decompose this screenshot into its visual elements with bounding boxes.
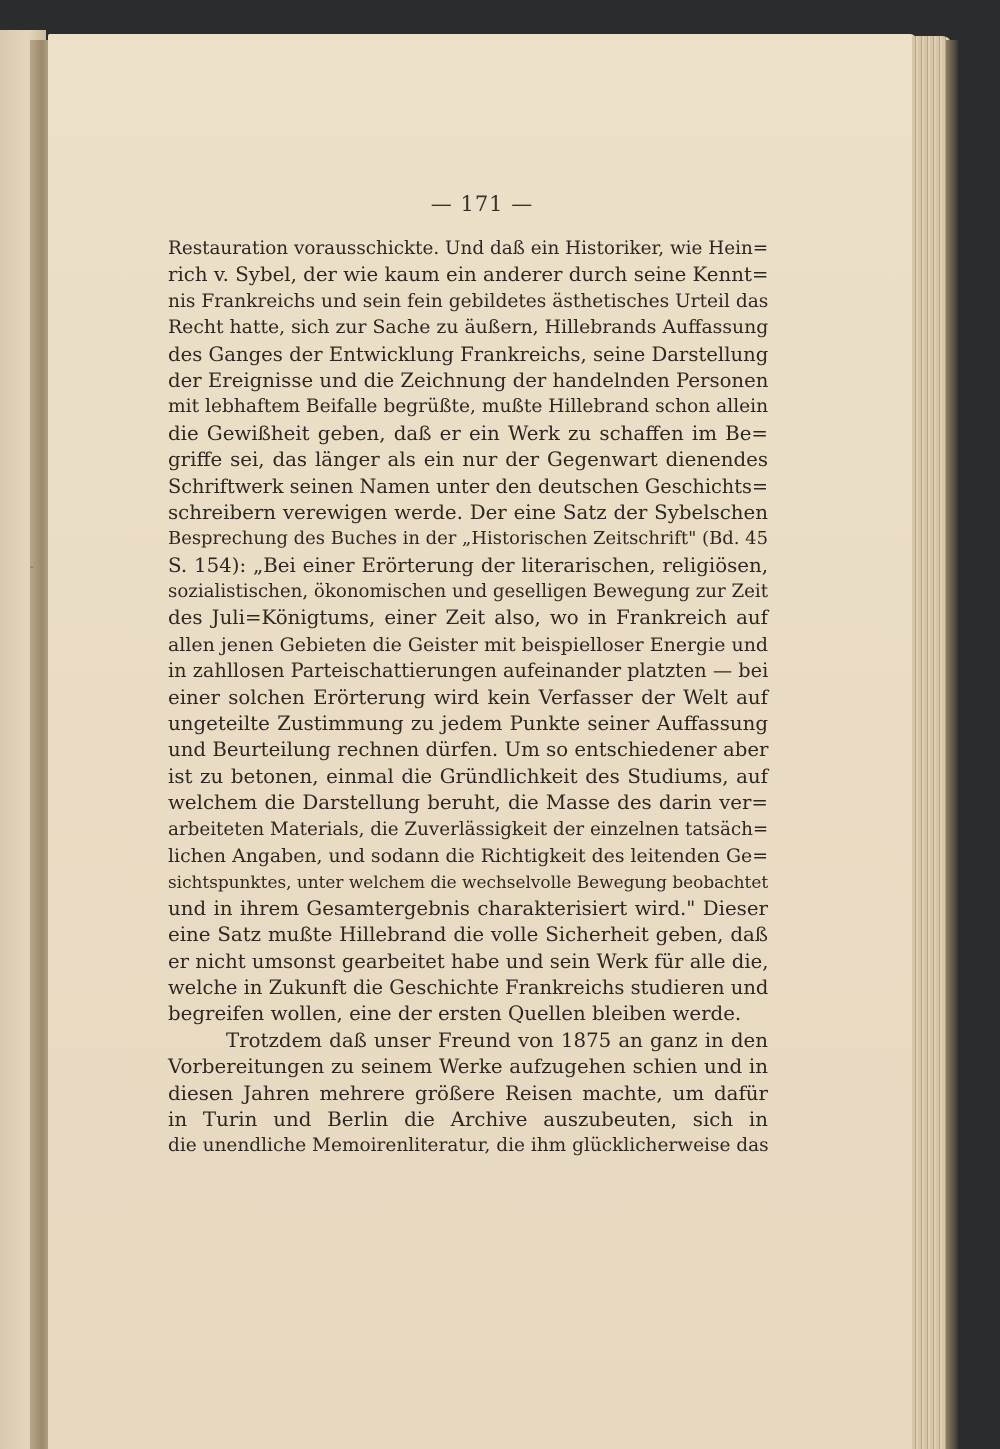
- text-line: Besprechung des Buches in der „Historischen Zeitschrift" (Bd. 45: [168, 528, 769, 550]
- text-line: nis Frankreichs und sein fein gebildetes ästhetisches Urteil das: [168, 290, 769, 312]
- text-line: begreifen wollen, eine der ersten Quellen bleiben werde.: [168, 1002, 742, 1026]
- text-line: des Ganges der Entwicklung Frankreichs, seine Darstellung: [168, 342, 769, 366]
- text-line: eine Satz mußte Hillebrand die volle Sicherheit geben, daß: [168, 923, 768, 947]
- text-line: Vorbereitungen zu seinem Werke aufzugehen schien und in: [168, 1055, 768, 1079]
- text-line: ist zu betonen, einmal die Gründlichkeit des Studiums, auf: [168, 764, 768, 788]
- text-line: und Beurteilung rechnen dürfen. Um so entschiedener aber: [168, 738, 769, 762]
- text-line: in zahllosen Parteischattierungen aufeinander platzten — bei: [168, 659, 769, 683]
- text-line: arbeiteten Materials, die Zuverlässigkeit der einzelnen tatsäch=: [168, 818, 769, 840]
- text-line: Trotzdem daß unser Freund von 1875 an ganz in den: [226, 1028, 768, 1052]
- text-line: Recht hatte, sich zur Sache zu äußern, Hillebrands Auffassung: [168, 317, 769, 339]
- text-line: allen jenen Gebieten die Geister mit beispielloser Energie und: [168, 633, 769, 656]
- text-line: Restauration vorausschickte. Und daß ein Historiker, wie Hein=: [168, 238, 769, 259]
- text-line: schreibern verewigen werde. Der eine Satz der Sybelschen: [168, 500, 768, 524]
- text-line: in Turin und Berlin die Archive auszubeuten, sich in: [168, 1107, 768, 1131]
- text-line: die Gewißheit geben, daß er ein Werk zu schaffen im Be=: [168, 421, 768, 445]
- text-line: er nicht umsonst gearbeitet habe und sein Werk für alle die,: [168, 949, 769, 973]
- text-line: einer solchen Erörterung wird kein Verfasser der Welt auf: [168, 685, 768, 709]
- text-line: Schriftwerk seinen Namen unter den deutschen Geschichts=: [168, 474, 768, 498]
- text-line: welche in Zukunft die Geschichte Frankreichs studieren und: [168, 975, 769, 999]
- text-line: und in ihrem Gesamtergebnis charakterisiert wird." Dieser: [168, 896, 768, 920]
- page-number-header: — 171 —: [430, 192, 534, 216]
- text-line: rich v. Sybel, der wie kaum ein anderer durch seine Kennt=: [168, 263, 769, 287]
- text-line: sichtspunktes, unter welchem die wechselvolle Bewegung beobachtet: [168, 872, 769, 893]
- text-line: des Juli=Königtums, einer Zeit also, wo in Frankreich auf: [168, 606, 768, 630]
- text-line: der Ereignisse und die Zeichnung der handelnden Personen: [168, 368, 769, 392]
- text-line: diesen Jahren mehrere größere Reisen machte, um dafür: [168, 1081, 768, 1105]
- body-text: [168, 236, 768, 1160]
- text-line: griffe sei, das länger als ein nur der Gegenwart dienendes: [168, 448, 768, 472]
- text-line: mit lebhaftem Beifalle begrüßte, mußte Hillebrand schon allein: [168, 396, 769, 418]
- text-line: die unendliche Memoirenliteratur, die ihm glücklicherweise das: [168, 1135, 769, 1157]
- page-edge-shadow: [946, 40, 958, 1449]
- text-line: welchem die Darstellung beruht, die Masse des darin ver=: [168, 791, 768, 815]
- text-line: lichen Angaben, und sodann die Richtigkeit des leitenden Ge=: [168, 844, 769, 867]
- text-line: sozialistischen, ökonomischen und geselligen Bewegung zur Zeit: [168, 581, 768, 603]
- margin-mark: -: [30, 562, 34, 573]
- text-line: ungeteilte Zustimmung zu jedem Punkte seiner Auffassung: [168, 712, 768, 736]
- text-line: S. 154): „Bei einer Erörterung der literarischen, religiösen,: [168, 553, 768, 577]
